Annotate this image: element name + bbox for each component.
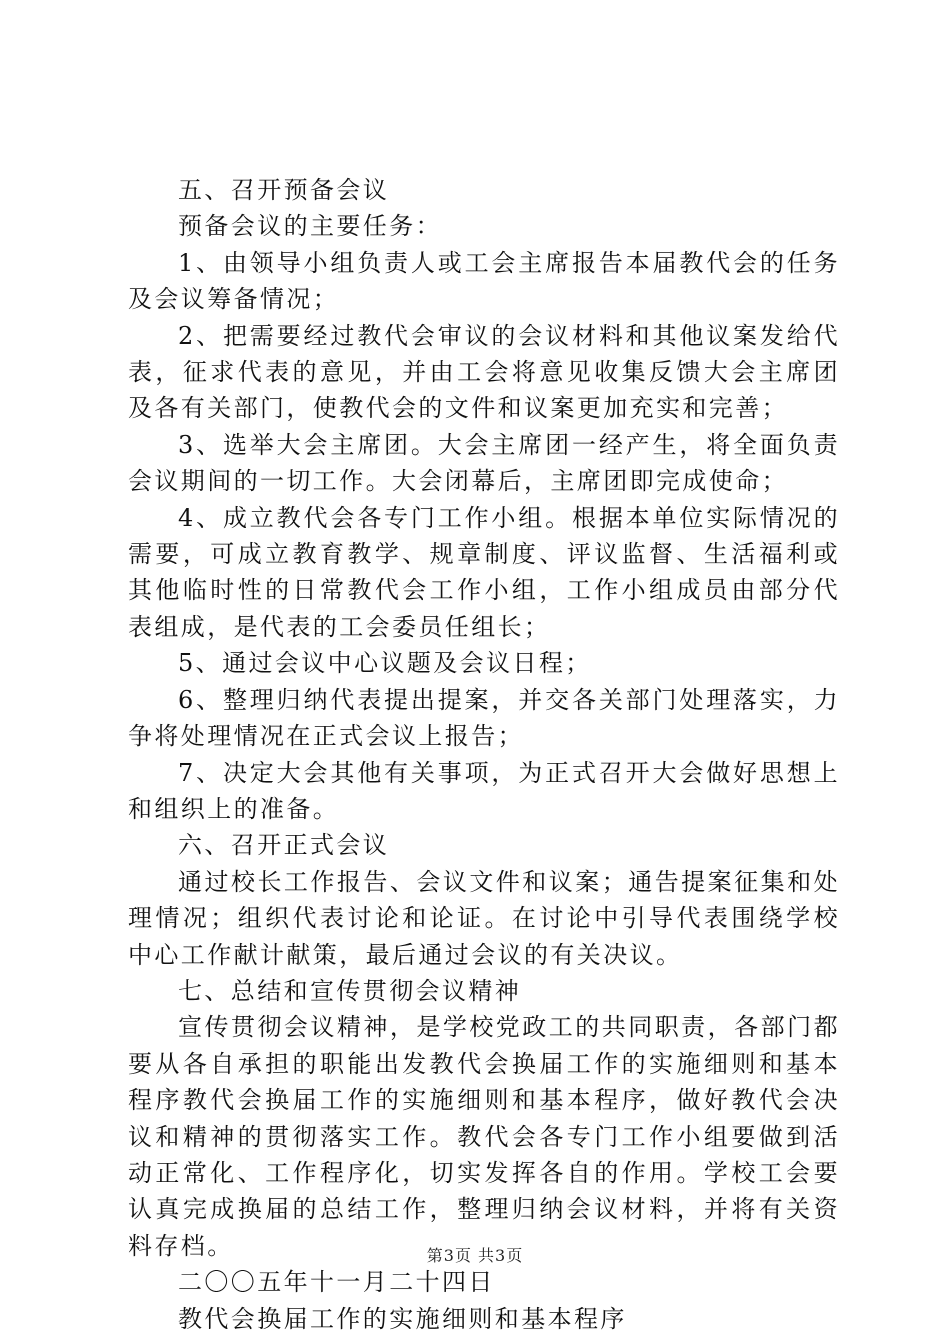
- section-heading-5: 五、召开预备会议: [178, 176, 390, 204]
- section-heading-6: 六、召开正式会议: [178, 831, 390, 860]
- list-item: 3、选举大会主席团。大会主席团一经产生，将全面负责会议期间的一切工作。大会闭幕后，主席团即完成使命；: [128, 430, 840, 496]
- list-item: 5、通过会议中心议题及会议日程；: [178, 649, 592, 678]
- list-item: 6、整理归纳代表提出提案，并交各关部门处理落实，力争将处理情况在正式会议上报告；: [128, 685, 840, 751]
- list-item: 4、成立教代会各专门工作小组。根据本单位实际情况的需要，可成立教育教学、规章制度、评议监督、生活福利或其他临时性的日常教代会工作小组，工作小组成员由部分代表组成，是代表的工会委员任组长；: [128, 503, 840, 641]
- page-number-footer: 第3页 共3页: [426, 1246, 524, 1265]
- paragraph: 通过校长工作报告、会议文件和议案；通告提案征集和处理情况；组织代表讨论和论证。在讨论中引导代表围绕学校中心工作献计献策，最后通过会议的有关决议。: [128, 867, 840, 969]
- list-item: 2、把需要经过教代会审议的会议材料和其他议案发给代表，征求代表的意见，并由工会将意见收集反馈大会主席团及各有关部门，使教代会的文件和议案更加充实和完善；: [128, 321, 840, 423]
- list-item: 1、由领导小组负责人或工会主席报告本届教代会的任务及会议筹备情况；: [128, 248, 840, 314]
- list-item: 7、决定大会其他有关事项，为正式召开大会做好思想上和组织上的准备。: [128, 758, 840, 823]
- document-title-trailer: 教代会换届工作的实施细则和基本程序: [178, 1304, 627, 1333]
- paragraph: 宣传贯彻会议精神，是学校党政工的共同职责，各部门都要从各自承担的职能出发教代会换届工作的实施细则和基本程序教代会换届工作的实施细则和基本程序，做好教代会决议和精神的贯彻落实工作。教代会各专门工作小组要做到活动正常化、工作程序化，切实发挥各自的作用。学校工会要认真完成换届的总结工作，整理归纳会议材料，并将有关资料存档。: [128, 1013, 840, 1260]
- section-heading-7: 七、总结和宣传贯彻会议精神: [178, 976, 522, 1005]
- paragraph: 预备会议的主要任务：: [178, 212, 442, 241]
- document-date: 二〇〇五年十一月二十四日: [178, 1268, 495, 1297]
- document-body: [128, 172, 840, 1337]
